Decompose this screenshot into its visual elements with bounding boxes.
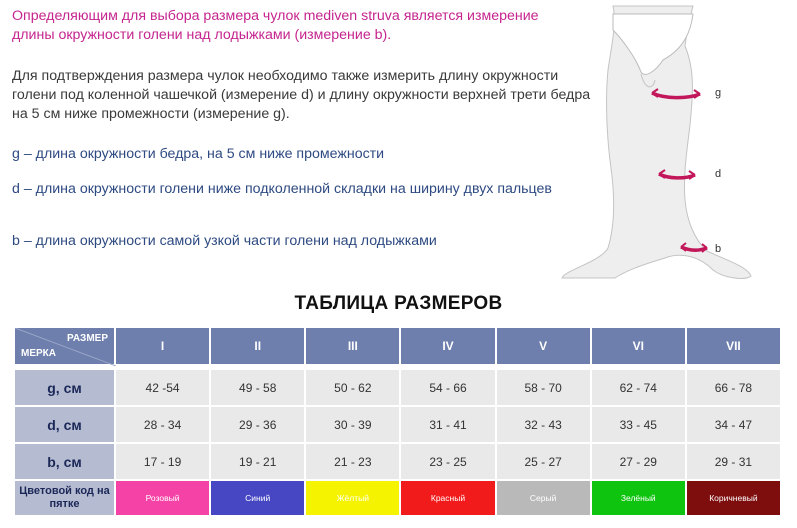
size-header-cell: V [496, 327, 591, 365]
figure-label-d: d [715, 168, 722, 180]
corner-measure-label: МЕРКА [21, 348, 56, 359]
size-header-cell: III [305, 327, 400, 365]
table-row-g [14, 369, 781, 406]
table-row-b [14, 443, 781, 480]
size-table [13, 326, 782, 517]
table-cell: 30 - 39 [305, 406, 400, 443]
color-swatch-cell: Жёлтый [305, 480, 400, 516]
definition-d: d – длина окружности голени ниже подколенной складки на ширину двух пальцев [12, 181, 552, 197]
table-cell: 50 - 62 [305, 369, 400, 406]
color-code-label: Цветовой код на пятке [14, 480, 115, 516]
table-cell: 42 -54 [115, 369, 210, 406]
definition-b: b – длина окружности самой узкой части голени над лодыжками [12, 233, 437, 249]
row-label: b, см [14, 443, 115, 480]
table-cell: 27 - 29 [591, 443, 686, 480]
table-cell: 31 - 41 [400, 406, 495, 443]
size-header-cell: II [210, 327, 305, 365]
definition-g: g – длина окружности бедра, на 5 см ниже промежности [12, 146, 385, 162]
table-cell: 29 - 31 [686, 443, 781, 480]
size-header-cell: VII [686, 327, 781, 365]
size-header-cell: IV [400, 327, 495, 365]
instruction-text: Для подтверждения размера чулок необходимо также измерить длину окружности голени под коленной чашечкой (измерение d) и длину окружности верхней трети бедра на 5 см ниже промежности (измерение g). [12, 68, 591, 122]
table-row-d [14, 406, 781, 443]
color-swatch-cell: Зелёный [591, 480, 686, 516]
table-cell: 49 - 58 [210, 369, 305, 406]
table-cell: 62 - 74 [591, 369, 686, 406]
size-table-title: ТАБЛИЦА РАЗМЕРОВ [294, 293, 503, 314]
table-cell: 17 - 19 [115, 443, 210, 480]
table-cell: 25 - 27 [496, 443, 591, 480]
color-swatch-cell: Красный [400, 480, 495, 516]
table-cell: 23 - 25 [400, 443, 495, 480]
table-cell: 54 - 66 [400, 369, 495, 406]
table-corner-cell [14, 327, 115, 365]
figure-label-b: b [715, 243, 722, 255]
intro-text: Определяющим для выбора размера чулок mediven struva является измерение длины окружности голени над лодыжками (измерение b). [12, 8, 539, 43]
table-cell: 66 - 78 [686, 369, 781, 406]
size-header-cell: I [115, 327, 210, 365]
color-swatch-cell: Серый [496, 480, 591, 516]
table-cell: 34 - 47 [686, 406, 781, 443]
color-swatch-cell: Коричневый [686, 480, 781, 516]
size-header-cell: VI [591, 327, 686, 365]
table-cell: 28 - 34 [115, 406, 210, 443]
table-cell: 33 - 45 [591, 406, 686, 443]
row-label: d, см [14, 406, 115, 443]
size-header-row [14, 327, 781, 365]
table-cell: 58 - 70 [496, 369, 591, 406]
color-swatch-cell: Розовый [115, 480, 210, 516]
table-cell: 29 - 36 [210, 406, 305, 443]
table-cell: 19 - 21 [210, 443, 305, 480]
table-row-color [14, 480, 781, 516]
table-cell: 21 - 23 [305, 443, 400, 480]
table-cell: 32 - 43 [496, 406, 591, 443]
row-label: g, см [14, 369, 115, 406]
color-swatch-cell: Синий [210, 480, 305, 516]
corner-size-label: РАЗМЕР [67, 333, 108, 344]
figure-label-g: g [715, 87, 722, 99]
leg-measurement-illustration [545, 0, 795, 285]
